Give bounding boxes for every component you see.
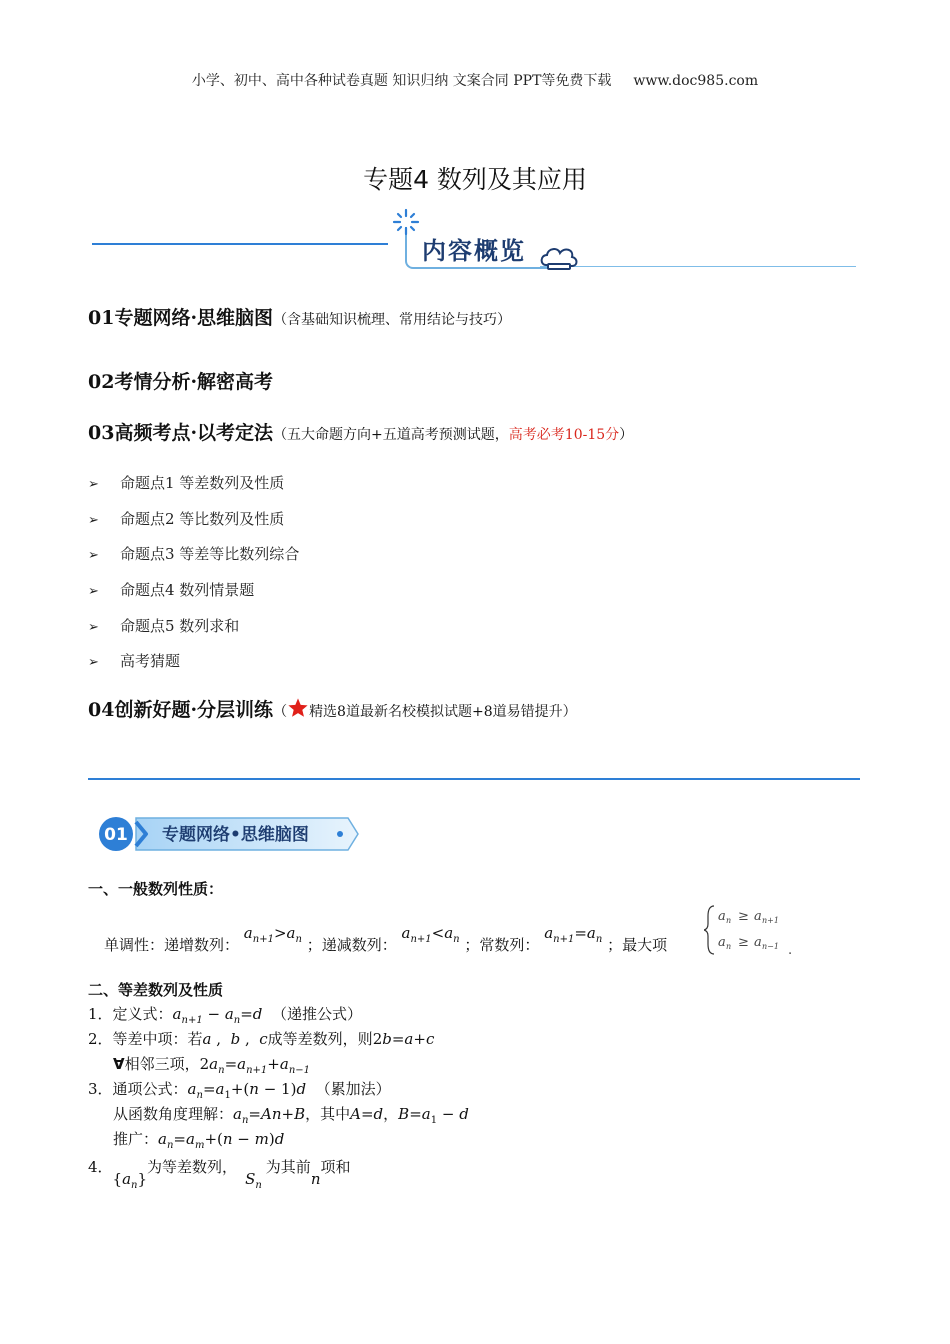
definition-line (88, 1003, 362, 1026)
def-note: （递推公式） (271, 1005, 362, 1023)
header-tagline: 小学、初中、高中各种试卷真题 知识归纳 文案合同 PPT等免费下载 (191, 73, 612, 89)
function-view-line (113, 1103, 469, 1126)
section-04-heading (88, 695, 577, 722)
chef-hat-icon (538, 245, 580, 271)
max-term-system (704, 902, 794, 958)
section-01-heading (88, 303, 511, 330)
monotonic-line (104, 924, 668, 957)
list-item-label: 命题点3 等差等比数列综合 (120, 545, 300, 563)
formula-linear: $a_n=An+B$ (233, 1105, 306, 1126)
svg-text:a: a (718, 909, 726, 924)
item4-a: 为等差数列， (147, 1158, 238, 1176)
list-item-label: 命题点2 等比数列及性质 (120, 510, 285, 528)
formula-increasing: $a_{n+1}>a_n$ (243, 924, 302, 945)
gen-label: 3．通项公式： (88, 1080, 188, 1098)
section-01-note: （含基础知识梳理、常用结论与技巧） (273, 312, 512, 328)
list-item (88, 543, 299, 564)
section-03-title: 03高频考点·以考定法 (88, 422, 274, 444)
list-item (88, 615, 239, 636)
banner-title: 内容概览 (422, 237, 526, 265)
item4-line (88, 1156, 351, 1191)
sparkle-icon (391, 207, 421, 237)
list-item (88, 472, 284, 493)
svg-text:≥: ≥ (738, 935, 749, 950)
svg-text:n−1: n−1 (762, 942, 779, 951)
section-04-title: 04创新好题·分层训练 (88, 699, 274, 721)
svg-text:n+1: n+1 (762, 916, 779, 925)
svg-text:≥: ≥ (738, 909, 749, 924)
max-label: ；最大项 (607, 936, 668, 954)
func-label: 从函数角度理解： (113, 1105, 234, 1123)
formula-n: n (310, 1170, 321, 1188)
section-02-heading (88, 367, 273, 394)
arrow-bullet-icon: ➢ (88, 620, 99, 635)
formula-sequence: $\{a_n\}$ (112, 1170, 148, 1191)
arrow-bullet-icon: ➢ (88, 513, 99, 528)
formula-middle: 2b=a+c (372, 1030, 435, 1048)
formula-abc: a , b , c (202, 1030, 268, 1048)
section-01-title: 01专题网络·思维脑图 (88, 307, 274, 329)
section-02-title: 02考情分析·解密高考 (88, 371, 274, 393)
formula-coefficients: A=d，$B=a_1 - d$ (350, 1105, 469, 1126)
adj-text: 相邻三项， (124, 1055, 200, 1073)
middle-term-line (88, 1028, 434, 1049)
formula-sum: $S_n$ (245, 1170, 262, 1191)
list-item-label: 命题点1 等差数列及性质 (120, 474, 285, 492)
formula-extension: $a_n=a_m+(n - m)d$ (158, 1130, 285, 1151)
list-item-label: 命题点4 数列情景题 (120, 581, 255, 599)
arrow-bullet-icon: ➢ (88, 548, 99, 563)
mid-text: 成等差数列，则 (267, 1030, 373, 1048)
arrow-bullet-icon: ➢ (88, 477, 99, 492)
mid-label: 2．等差中项：若 (88, 1030, 203, 1048)
formula-definition: $a_{n+1} - a_n=d$ (172, 1005, 263, 1026)
gen-note: （累加法） (315, 1080, 391, 1098)
mono-label: 单调性：递增数列： (104, 936, 240, 954)
item4-b: 为其前 (265, 1158, 311, 1176)
banner-line-right (540, 266, 856, 267)
star-icon (287, 697, 309, 719)
item4-label: 4． (88, 1158, 113, 1176)
item4-c: 项和 (320, 1158, 351, 1176)
heading-general: 一、一般数列性质： (88, 880, 224, 898)
svg-text:a: a (754, 935, 762, 950)
func-mid: ，其中 (305, 1105, 351, 1123)
formula-decreasing: $a_{n+1}<a_n$ (401, 924, 460, 945)
list-item (88, 579, 254, 600)
formula-constant: $a_{n+1}=a_n$ (544, 924, 603, 945)
svg-text:n: n (726, 942, 732, 951)
arrow-bullet-icon: ➢ (88, 655, 99, 670)
list-item-label: 高考猜题 (120, 652, 181, 670)
dec-label: ；递减数列： (306, 936, 397, 954)
extension-line (113, 1128, 284, 1151)
heading-arith: 二、等差数列及性质 (88, 981, 224, 999)
section-03-note-red: 高考必考10-15分 (508, 427, 620, 443)
section-01-banner (96, 814, 362, 854)
const-label: ；常数列： (464, 936, 540, 954)
formula-general: $a_n=a_1+(n - 1)d$ (187, 1080, 307, 1101)
formula-adjacent: $2a_n=a_{n+1}+a_{n-1}$ (199, 1055, 311, 1076)
page-title: 专题4 数列及其应用 (363, 165, 587, 194)
def-label: 1．定义式： (88, 1005, 173, 1023)
list-item-label: 命题点5 数列求和 (120, 617, 240, 635)
svg-text:.: . (788, 943, 793, 958)
divider (88, 778, 860, 780)
ext-label: 推广： (113, 1130, 159, 1148)
section-04-note-b: 精选8道最新名校模拟试题+8道易错提升） (309, 704, 577, 720)
svg-text:n: n (726, 916, 732, 925)
svg-text:a: a (718, 935, 726, 950)
banner-line-left (92, 243, 388, 245)
arrow-bullet-icon: ➢ (88, 584, 99, 599)
page-header (0, 70, 950, 90)
svg-text:a: a (754, 909, 762, 924)
section-03-heading (88, 418, 633, 445)
general-term-line (88, 1078, 391, 1101)
list-item (88, 650, 180, 671)
forall-icon: ∀ (113, 1055, 125, 1073)
section-03-note-b: ） (619, 427, 634, 443)
section-01-banner-num: 01 (104, 825, 128, 845)
section-03-note-a: （五大命题方向+五道高考预测试题， (273, 427, 509, 443)
header-site: www.doc985.com (633, 73, 759, 89)
list-item (88, 508, 284, 529)
adjacent-line (113, 1053, 310, 1076)
section-04-note-a: （ (273, 704, 288, 720)
section-01-banner-text: 专题网络•思维脑图 (162, 825, 309, 845)
